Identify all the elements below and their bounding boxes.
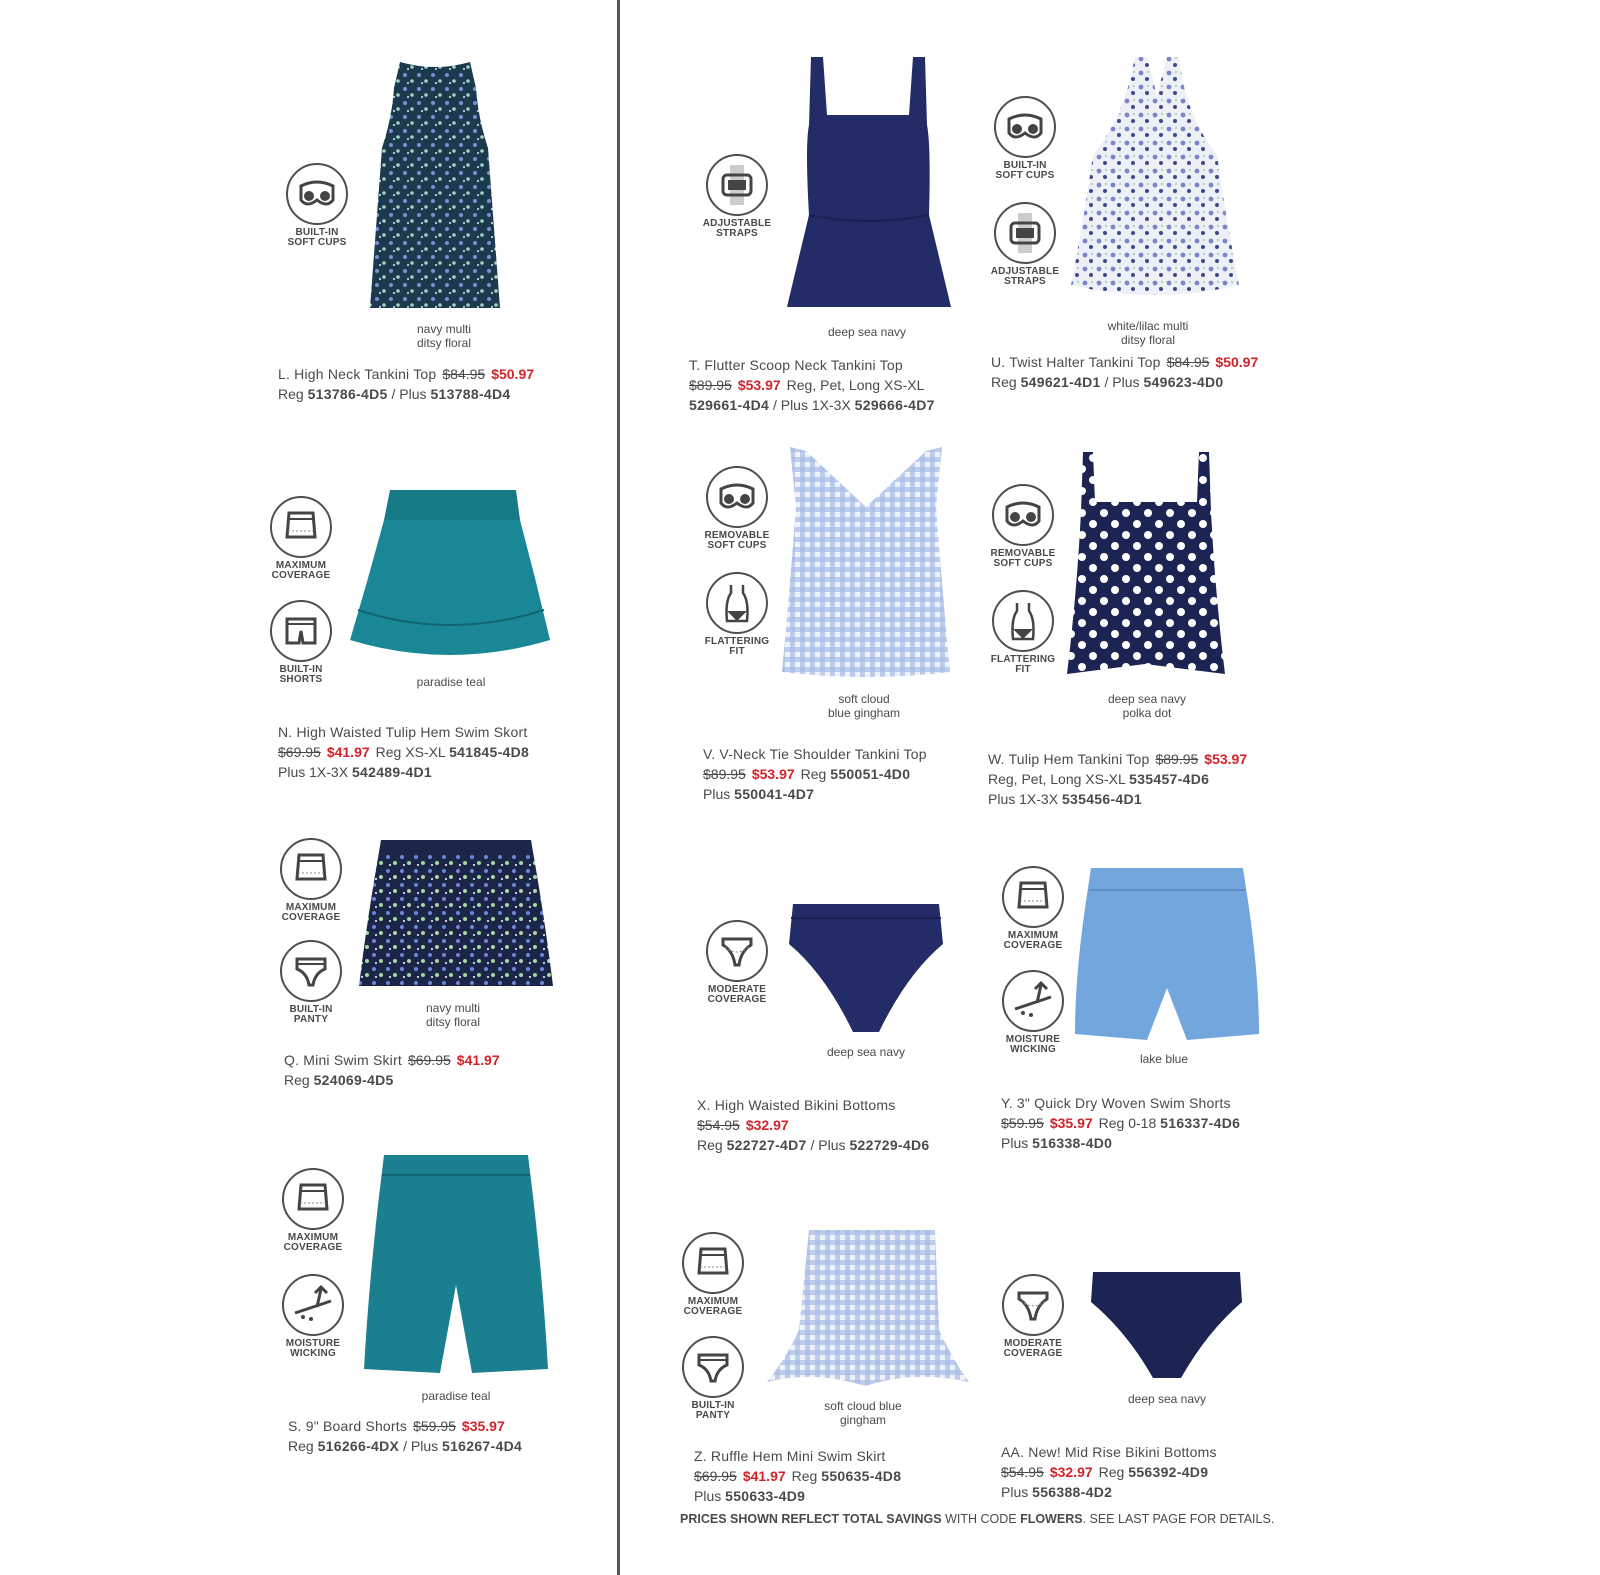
maximum-coverage-icon	[1011, 875, 1055, 919]
ruffle-hem-skirt-image	[765, 1230, 971, 1388]
mini-swim-skirt-image	[357, 840, 555, 988]
product-info-V: V. V-Neck Tie Shoulder Tankini Top $89.95 $53.97 Reg 550051-4D0 Plus 550041-4D7	[703, 746, 927, 802]
savings-disclaimer: PRICES SHOWN REFLECT TOTAL SAVINGS WITH CODE FLOWERS. SEE LAST PAGE FOR DETAILS.	[680, 1512, 1275, 1526]
maximum-coverage-icon	[289, 847, 333, 891]
badge-adjustable-straps: ADJUSTABLE STRAPS	[980, 202, 1070, 287]
badge-built-in-panty: BUILT-IN PANTY	[668, 1336, 758, 1421]
color-label: deep sea navy	[1127, 1392, 1207, 1406]
badge-built-in-shorts: BUILT-IN SHORTS	[256, 600, 346, 685]
badge-maximum-coverage: MAXIMUM COVERAGE	[256, 496, 346, 581]
product-info-T: T. Flutter Scoop Neck Tankini Top $89.95 $53.97 Reg, Pet, Long XS-XL 529661-4D4 / Plus 1X-3X 529666-4D7	[689, 357, 935, 413]
twist-halter-tankini-image	[1067, 55, 1242, 305]
flattering-fit-icon	[1001, 599, 1045, 643]
product-info-X: X. High Waisted Bikini Bottoms $54.95 $32.97 Reg 522727-4D7 / Plus 522729-4D6	[697, 1097, 930, 1153]
badge-flattering-fit: FLATTERING FIT	[692, 572, 782, 657]
high-neck-tankini-image	[360, 58, 510, 313]
badge-maximum-coverage: MAXIMUM COVERAGE	[268, 1168, 358, 1253]
column-divider	[617, 0, 620, 1575]
badge-built-in-soft-cups: BUILT-IN SOFT CUPS	[980, 96, 1070, 181]
maximum-coverage-icon	[291, 1177, 335, 1221]
badge-built-in-panty: BUILT-IN PANTY	[266, 940, 356, 1025]
product-info-Z: Z. Ruffle Hem Mini Swim Skirt $69.95 $41.97 Reg 550635-4D8 Plus 550633-4D9	[694, 1448, 902, 1504]
moderate-coverage-icon	[715, 929, 759, 973]
badge-flattering-fit: FLATTERING FIT	[978, 590, 1068, 675]
color-label: soft cloud blue gingham	[824, 1399, 902, 1427]
badge-maximum-coverage: MAXIMUM COVERAGE	[266, 838, 356, 923]
product-info-N: N. High Waisted Tulip Hem Swim Skort $69.95 $41.97 Reg XS-XL 541845-4D8 Plus 1X-3X 542489-4D1	[278, 724, 530, 780]
built-in-soft-cups-icon	[295, 172, 339, 216]
badge-moisture-wicking: MOISTURE WICKING	[988, 970, 1078, 1055]
badge-maximum-coverage: MAXIMUM COVERAGE	[668, 1232, 758, 1317]
built-in-panty-icon	[289, 949, 333, 993]
color-label: white/lilac multi ditsy floral	[1107, 319, 1189, 347]
color-label: navy multi ditsy floral	[416, 322, 472, 350]
maximum-coverage-icon	[279, 505, 323, 549]
color-label: paradise teal	[416, 675, 486, 689]
removable-soft-cups-icon	[1001, 493, 1045, 537]
badge-maximum-coverage: MAXIMUM COVERAGE	[988, 866, 1078, 951]
maximum-coverage-icon	[691, 1241, 735, 1285]
badge-removable-soft-cups: REMOVABLE SOFT CUPS	[692, 466, 782, 551]
v-neck-tie-tankini-image	[780, 447, 952, 679]
moisture-wicking-icon	[291, 1283, 335, 1327]
tulip-hem-skort-image	[348, 490, 553, 665]
built-in-shorts-icon	[279, 609, 323, 653]
badge-moderate-coverage: MODERATE COVERAGE	[692, 920, 782, 1005]
color-label: deep sea navy polka dot	[1107, 692, 1187, 720]
removable-soft-cups-icon	[715, 475, 759, 519]
product-info-Q: Q. Mini Swim Skirt $69.95 $41.97 Reg 524069-4D5	[284, 1052, 500, 1088]
moisture-wicking-icon	[1011, 979, 1055, 1023]
badge-moderate-coverage: MODERATE COVERAGE	[988, 1274, 1078, 1359]
built-in-soft-cups-icon	[1003, 105, 1047, 149]
adjustable-straps-icon	[1003, 211, 1047, 255]
mid-rise-bikini-image	[1089, 1272, 1244, 1380]
adjustable-straps-icon	[715, 163, 759, 207]
color-label: lake blue	[1139, 1052, 1189, 1066]
quick-dry-shorts-image	[1073, 868, 1261, 1046]
badge-adjustable-straps: ADJUSTABLE STRAPS	[692, 154, 782, 239]
badge-moisture-wicking: MOISTURE WICKING	[268, 1274, 358, 1359]
board-shorts-image	[362, 1155, 550, 1377]
product-info-W: W. Tulip Hem Tankini Top $89.95 $53.97 Reg, Pet, Long XS-XL 535457-4D6 Plus 1X-3X 535456-4D1	[988, 751, 1248, 807]
product-info-L: L. High Neck Tankini Top $84.95 $50.97 Reg 513786-4D5 / Plus 513788-4D4	[278, 366, 535, 402]
color-label: paradise teal	[421, 1389, 491, 1403]
color-label: soft cloud blue gingham	[827, 692, 901, 720]
flattering-fit-icon	[715, 581, 759, 625]
color-label: navy multi ditsy floral	[425, 1001, 481, 1029]
product-info-U: U. Twist Halter Tankini Top $84.95 $50.97 Reg 549621-4D1 / Plus 549623-4D0	[991, 354, 1259, 390]
high-waisted-bikini-image	[787, 904, 945, 1034]
product-info-Y: Y. 3" Quick Dry Woven Swim Shorts $59.95 $35.97 Reg 0-18 516337-4D6 Plus 516338-4D0	[1001, 1095, 1241, 1151]
moderate-coverage-icon	[1011, 1283, 1055, 1327]
product-info-AA: AA. New! Mid Rise Bikini Bottoms $54.95 $32.97 Reg 556392-4D9 Plus 556388-4D2	[1001, 1444, 1217, 1500]
badge-built-in-soft-cups: BUILT-IN SOFT CUPS	[272, 163, 362, 248]
flutter-scoop-tankini-image	[783, 55, 953, 313]
color-label: deep sea navy	[826, 1045, 906, 1059]
color-label: deep sea navy	[827, 325, 907, 339]
tulip-hem-tankini-image	[1065, 452, 1227, 680]
product-info-S: S. 9" Board Shorts $59.95 $35.97 Reg 516266-4DX / Plus 516267-4D4	[288, 1418, 523, 1454]
badge-removable-soft-cups: REMOVABLE SOFT CUPS	[978, 484, 1068, 569]
built-in-panty-icon	[691, 1345, 735, 1389]
